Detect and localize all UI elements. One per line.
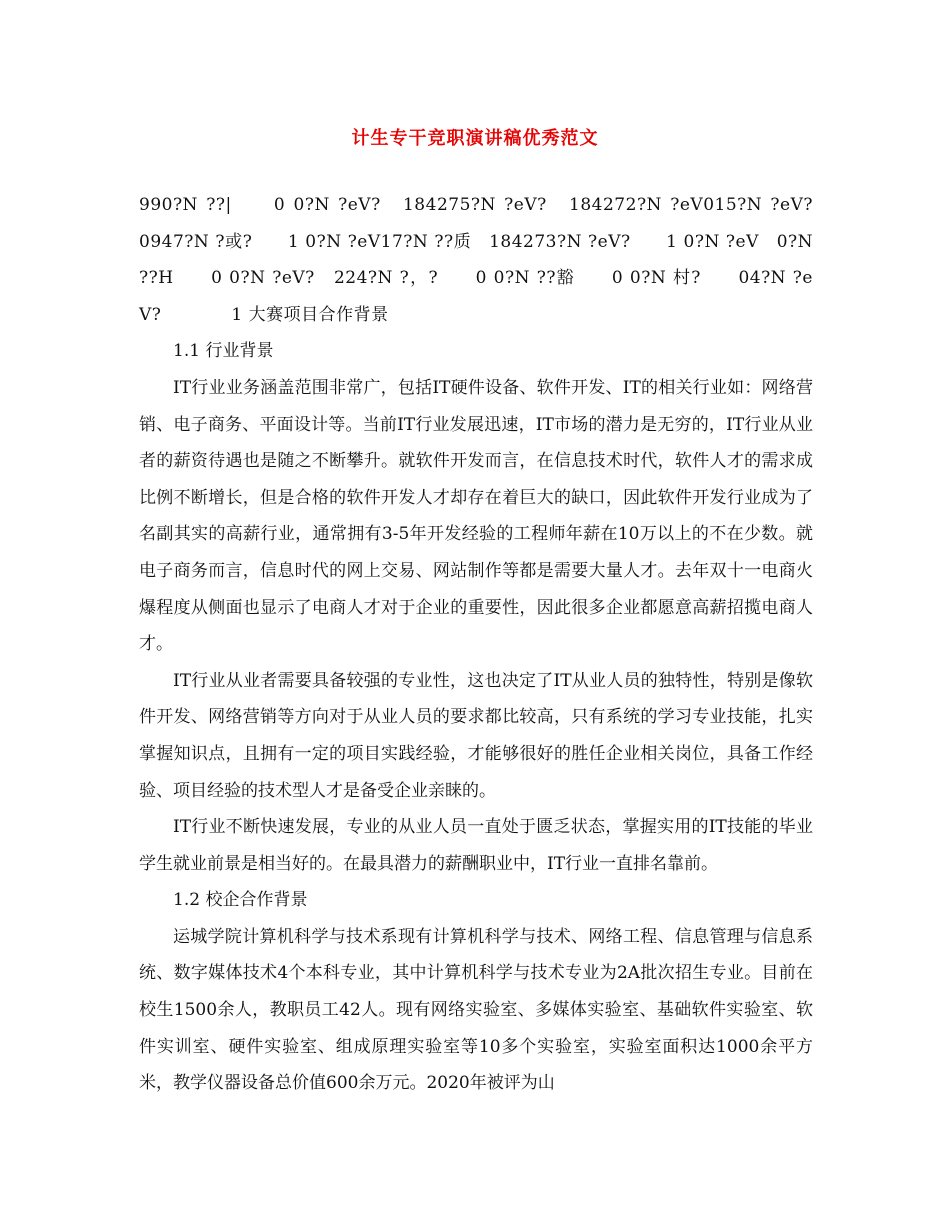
body-paragraph-1: IT行业业务涵盖范围非常广，包括IT硬件设备、软件开发、IT的相关行业如：网络营销、电子商务、平面设计等。当前IT行业发展迅速，IT市场的潜力是无穷的，IT行业从业者的薪资待遇也是随之不断攀升。就软件开发而言，在信息技术时代，软件人才的需求成比例不断增长，但是合格的软件开发人才却存在着巨大的缺口，因此软件开发行业成为了名副其实的高薪行业，通常拥有3-5年开发经验的工程师年薪在10万以上的不在少数。就电子商务而言，信息时代的网上交易、网站制作等都是需要大量人才。去年双十一电商火爆程度从侧面也显示了电商人才对于企业的重要性，因此很多企业都愿意高薪招揽电商人才。 [139,377,813,655]
section-heading-1-1: 1.1 行业背景 [173,341,274,362]
body-paragraph-4: 运城学院计算机科学与技术系现有计算机科学与技术、网络工程、信息管理与信息系统、数字媒体技术4个本科专业，其中计算机科学与技术专业为2A批次招生专业。目前在校生1500余人，教职员工42人。现有网络实验室、多媒体实验室、基础软件实验室、软件实训室、硬件实验室、组成原理实验室等10多个实验室，实验室面积达1000余平方米，教学仪器设备总价值600余万元。2020年被评为山 [139,926,813,1094]
document-title: 计生专干竞职演讲稿优秀范文 [351,128,599,149]
body-paragraph-3: IT行业不断快速发展，专业的从业人员一直处于匮乏状态，掌握实用的IT技能的毕业学生就业前景是相当好的。在最具潜力的薪酬职业中，IT行业一直排名靠前。 [139,817,813,874]
section-heading-1-2: 1.2 校企合作背景 [173,890,308,911]
document-body [139,187,848,1102]
garbled-intro-paragraph: 990?N ??| 0 0?N ?eV? 184275?N ?eV? 184272?N ?eV015?N ?eV? 0947?N ?或? 1 0?N ?eV17?N ??质 184273?N ?eV? 1 0?N ?eV 0?N ??H 0 0?N ?eV? 224?N ?，? 0 0?N ??豁 0 0?N 村? 04?N ?eV? 1 大赛项目合作背景 [139,195,848,325]
body-paragraph-2: IT行业从业者需要具备较强的专业性，这也决定了IT从业人员的独特性，特别是像软件开发、网络营销等方向对于从业人员的要求都比较高，只有系统的学习专业技能，扎实掌握知识点，且拥有一定的项目实践经验，才能够很好的胜任企业相关岗位，具备工作经验、项目经验的技术型人才是备受企业亲睐的。 [139,670,813,801]
